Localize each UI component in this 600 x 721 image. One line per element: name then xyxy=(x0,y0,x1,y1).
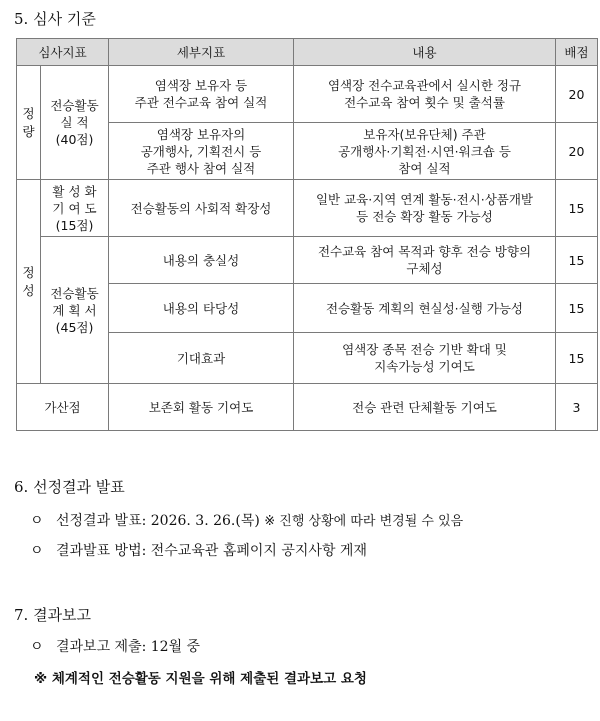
section-5-title: 5. 심사 기준 xyxy=(14,10,96,28)
bullet-icon: ㅇ xyxy=(30,639,44,655)
bullet-icon: ㅇ xyxy=(30,513,44,529)
detail-cell: 내용의 충실성 xyxy=(109,237,294,284)
content-cell: 염색장 종목 전승 기반 확대 및 지속가능성 기여도 xyxy=(294,333,556,384)
detail-cell: 보존회 활동 기여도 xyxy=(109,384,294,431)
detail-cell: 염색장 보유자 등 주관 전수교육 참여 실적 xyxy=(109,66,294,123)
announcement-method: 결과발표 방법: 전수교육관 홈페이지 공지사항 게재 xyxy=(56,543,367,559)
score-cell: 3 xyxy=(556,384,598,431)
schedule-note: ※ 진행 상황에 따라 변경될 수 있음 xyxy=(264,514,464,529)
subcategory-activity-record: 전승활동 실 적 (40점) xyxy=(41,66,109,180)
section-7-title: 7. 결과보고 xyxy=(14,606,92,624)
subcategory-activity-plan: 전승활동 계 획 서 (45점) xyxy=(41,237,109,384)
score-cell: 15 xyxy=(556,284,598,333)
announcement-date: 선정결과 발표: 2026. 3. 26.(목) xyxy=(56,513,260,529)
score-cell: 15 xyxy=(556,180,598,237)
detail-cell: 내용의 타당성 xyxy=(109,284,294,333)
header-content: 내용 xyxy=(294,39,556,66)
category-qualitative: 정 성 xyxy=(17,180,41,384)
header-score: 배점 xyxy=(556,39,598,66)
content-cell: 일반 교육·지역 연계 활동·전시·상품개발 등 전승 확장 활동 가능성 xyxy=(294,180,556,237)
detail-cell: 염색장 보유자의 공개행사, 기획전시 등 주관 행사 참여 실적 xyxy=(109,123,294,180)
score-cell: 15 xyxy=(556,237,598,284)
report-request-note: ※ 체계적인 전승활동 지원을 위해 제출된 결과보고 요청 xyxy=(34,671,367,687)
category-quantitative: 정 량 xyxy=(17,66,41,180)
report-submission-line xyxy=(30,636,200,656)
score-cell: 20 xyxy=(556,66,598,123)
content-cell: 전승활동 계획의 현실성·실행 가능성 xyxy=(294,284,556,333)
section-6-title: 6. 선정결과 발표 xyxy=(14,478,125,496)
detail-cell: 전승활동의 사회적 확장성 xyxy=(109,180,294,237)
evaluation-criteria-table xyxy=(16,38,598,431)
header-detail: 세부지표 xyxy=(109,39,294,66)
announcement-method-line xyxy=(30,540,367,560)
score-cell: 15 xyxy=(556,333,598,384)
header-indicator: 심사지표 xyxy=(17,39,109,66)
report-submission: 결과보고 제출: 12월 중 xyxy=(56,639,201,655)
category-bonus: 가산점 xyxy=(17,384,109,431)
content-cell: 전수교육 참여 목적과 향후 전승 방향의 구체성 xyxy=(294,237,556,284)
content-cell: 전승 관련 단체활동 기여도 xyxy=(294,384,556,431)
subcategory-contribution: 활 성 화 기 여 도 (15점) xyxy=(41,180,109,237)
announcement-date-line xyxy=(30,510,463,530)
content-cell: 염색장 전수교육관에서 실시한 정규 전수교육 참여 횟수 및 출석률 xyxy=(294,66,556,123)
content-cell: 보유자(보유단체) 주관 공개행사·기획전·시연·워크숍 등 참여 실적 xyxy=(294,123,556,180)
bullet-icon: ㅇ xyxy=(30,543,44,559)
detail-cell: 기대효과 xyxy=(109,333,294,384)
score-cell: 20 xyxy=(556,123,598,180)
